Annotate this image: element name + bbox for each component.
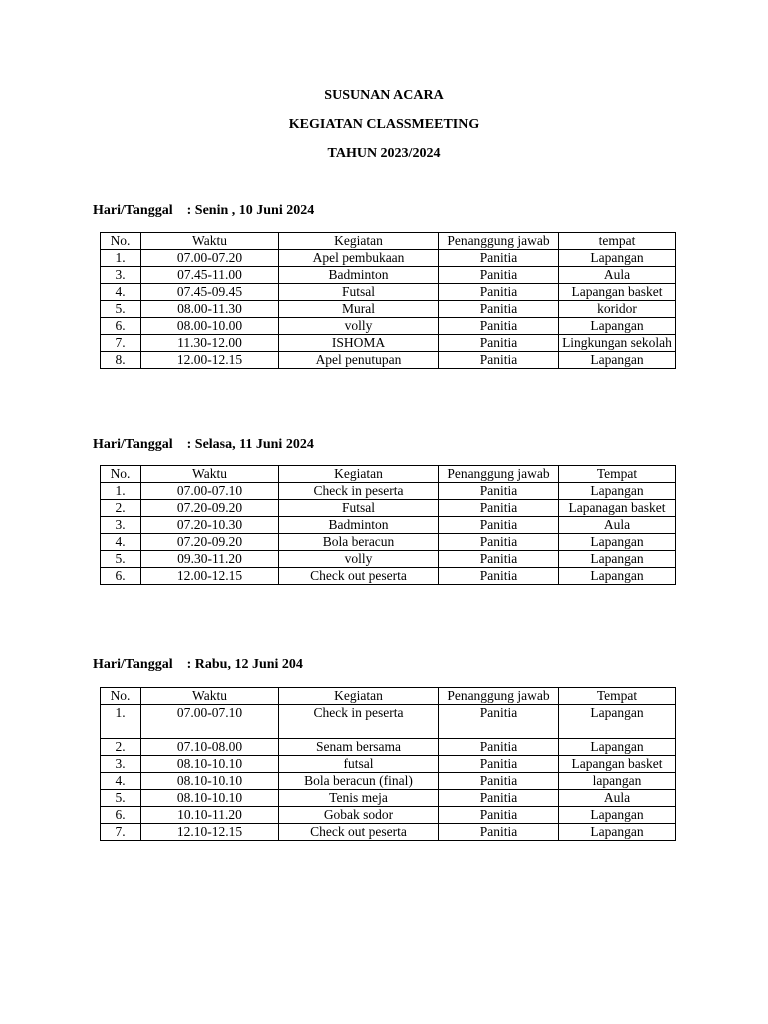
col-header-kegiatan: Kegiatan [279, 466, 439, 483]
table-row [101, 824, 676, 841]
day-3-heading [93, 657, 303, 673]
cell-tempat: Lapangan basket [559, 284, 676, 301]
cell-kegiatan: Check out peserta [279, 568, 439, 585]
col-header-penanggung-jawab: Penanggung jawab [439, 466, 559, 483]
day-3-date: : Rabu, 12 Juni 204 [186, 657, 303, 672]
cell-no: 4. [101, 534, 141, 551]
cell-waktu: 07.00-07.20 [141, 250, 279, 267]
cell-waktu: 08.00-11.30 [141, 301, 279, 318]
cell-tempat: Lapangan [559, 705, 676, 739]
cell-no: 4. [101, 773, 141, 790]
cell-penanggung-jawab: Panitia [439, 352, 559, 369]
cell-tempat: Aula [559, 517, 676, 534]
table-row [101, 551, 676, 568]
cell-waktu: 07.20-09.20 [141, 534, 279, 551]
day-3-label: Hari/Tanggal [93, 657, 173, 672]
day-2-label: Hari/Tanggal [93, 437, 173, 452]
cell-kegiatan: Check in peserta [279, 483, 439, 500]
cell-waktu: 07.00-07.10 [141, 483, 279, 500]
cell-kegiatan: futsal [279, 756, 439, 773]
table-row [101, 335, 676, 352]
cell-penanggung-jawab: Panitia [439, 739, 559, 756]
cell-penanggung-jawab: Panitia [439, 250, 559, 267]
cell-tempat: Aula [559, 790, 676, 807]
table-row [101, 568, 676, 585]
cell-kegiatan: Futsal [279, 500, 439, 517]
cell-kegiatan: Mural [279, 301, 439, 318]
cell-tempat: Lapangan [559, 568, 676, 585]
cell-waktu: 12.00-12.15 [141, 568, 279, 585]
doc-title-line3: TAHUN 2023/2024 [327, 146, 441, 161]
cell-penanggung-jawab: Panitia [439, 551, 559, 568]
table-header-row [101, 466, 676, 483]
cell-penanggung-jawab: Panitia [439, 790, 559, 807]
table-header-row [101, 233, 676, 250]
cell-penanggung-jawab: Panitia [439, 756, 559, 773]
cell-kegiatan: volly [279, 318, 439, 335]
cell-no: 1. [101, 250, 141, 267]
cell-no: 2. [101, 500, 141, 517]
cell-kegiatan: Check in peserta [279, 705, 439, 739]
col-header-waktu: Waktu [141, 688, 279, 705]
cell-tempat: Lapangan [559, 352, 676, 369]
table-row [101, 756, 676, 773]
col-header-no: No. [101, 466, 141, 483]
cell-waktu: 07.20-10.30 [141, 517, 279, 534]
cell-penanggung-jawab: Panitia [439, 318, 559, 335]
cell-tempat: Lapangan [559, 318, 676, 335]
cell-penanggung-jawab: Panitia [439, 500, 559, 517]
cell-tempat: Lapangan [559, 551, 676, 568]
table-row [101, 773, 676, 790]
cell-no: 7. [101, 335, 141, 352]
table-row [101, 807, 676, 824]
cell-waktu: 07.45-11.00 [141, 267, 279, 284]
cell-waktu: 07.45-09.45 [141, 284, 279, 301]
table-row [101, 284, 676, 301]
cell-no: 5. [101, 301, 141, 318]
cell-waktu: 07.20-09.20 [141, 500, 279, 517]
cell-waktu: 08.10-10.10 [141, 790, 279, 807]
cell-penanggung-jawab: Panitia [439, 807, 559, 824]
table-row [101, 352, 676, 369]
cell-kegiatan: volly [279, 551, 439, 568]
cell-tempat: Lapangan [559, 807, 676, 824]
cell-penanggung-jawab: Panitia [439, 773, 559, 790]
table-row [101, 739, 676, 756]
cell-kegiatan: Bola beracun (final) [279, 773, 439, 790]
cell-waktu: 12.00-12.15 [141, 352, 279, 369]
cell-waktu: 07.10-08.00 [141, 739, 279, 756]
cell-kegiatan: Badminton [279, 267, 439, 284]
col-header-penanggung-jawab: Penanggung jawab [439, 233, 559, 250]
cell-tempat: Aula [559, 267, 676, 284]
cell-waktu: 07.00-07.10 [141, 705, 279, 739]
cell-tempat: Lapangan [559, 824, 676, 841]
cell-kegiatan: ISHOMA [279, 335, 439, 352]
table-row [101, 705, 676, 739]
cell-tempat: Lapangan [559, 250, 676, 267]
cell-no: 4. [101, 284, 141, 301]
cell-no: 6. [101, 568, 141, 585]
cell-tempat: lapangan [559, 773, 676, 790]
cell-no: 1. [101, 483, 141, 500]
cell-waktu: 10.10-11.20 [141, 807, 279, 824]
cell-waktu: 12.10-12.15 [141, 824, 279, 841]
day-1-date: : Senin , 10 Juni 2024 [186, 203, 315, 218]
day-1-heading [93, 203, 314, 219]
cell-penanggung-jawab: Panitia [439, 824, 559, 841]
cell-tempat: Lapangan [559, 483, 676, 500]
table-row [101, 250, 676, 267]
col-header-tempat: Tempat [559, 466, 676, 483]
day-2-heading [93, 437, 314, 453]
cell-no: 1. [101, 705, 141, 739]
table-row [101, 500, 676, 517]
cell-kegiatan: Senam bersama [279, 739, 439, 756]
table-row [101, 318, 676, 335]
cell-penanggung-jawab: Panitia [439, 483, 559, 500]
cell-no: 7. [101, 824, 141, 841]
cell-kegiatan: Badminton [279, 517, 439, 534]
cell-waktu: 08.00-10.00 [141, 318, 279, 335]
cell-no: 2. [101, 739, 141, 756]
cell-kegiatan: Apel penutupan [279, 352, 439, 369]
cell-penanggung-jawab: Panitia [439, 534, 559, 551]
cell-no: 3. [101, 267, 141, 284]
cell-tempat: Lapangan [559, 739, 676, 756]
table-row [101, 517, 676, 534]
cell-tempat: Lingkungan sekolah [559, 335, 676, 352]
col-header-no: No. [101, 233, 141, 250]
cell-penanggung-jawab: Panitia [439, 568, 559, 585]
cell-no: 6. [101, 807, 141, 824]
doc-title-line1: SUSUNAN ACARA [324, 88, 444, 103]
col-header-tempat: Tempat [559, 688, 676, 705]
table-row [101, 301, 676, 318]
col-header-no: No. [101, 688, 141, 705]
day-2-date: : Selasa, 11 Juni 2024 [186, 437, 314, 452]
cell-tempat: Lapanagan basket [559, 500, 676, 517]
table-row [101, 790, 676, 807]
cell-penanggung-jawab: Panitia [439, 301, 559, 318]
col-header-penanggung-jawab: Penanggung jawab [439, 688, 559, 705]
cell-waktu: 09.30-11.20 [141, 551, 279, 568]
table-row [101, 534, 676, 551]
cell-waktu: 08.10-10.10 [141, 756, 279, 773]
cell-no: 5. [101, 790, 141, 807]
cell-tempat: Lapangan basket [559, 756, 676, 773]
col-header-kegiatan: Kegiatan [279, 233, 439, 250]
schedule-table-day-3 [100, 687, 676, 841]
cell-penanggung-jawab: Panitia [439, 705, 559, 739]
cell-no: 3. [101, 517, 141, 534]
cell-penanggung-jawab: Panitia [439, 517, 559, 534]
cell-no: 6. [101, 318, 141, 335]
cell-kegiatan: Bola beracun [279, 534, 439, 551]
cell-kegiatan: Apel pembukaan [279, 250, 439, 267]
day-1-label: Hari/Tanggal [93, 203, 173, 218]
table-row [101, 483, 676, 500]
col-header-tempat: tempat [559, 233, 676, 250]
cell-penanggung-jawab: Panitia [439, 284, 559, 301]
cell-kegiatan: Check out peserta [279, 824, 439, 841]
cell-waktu: 08.10-10.10 [141, 773, 279, 790]
cell-kegiatan: Tenis meja [279, 790, 439, 807]
doc-title-line2: KEGIATAN CLASSMEETING [288, 117, 480, 132]
schedule-table-day-1 [100, 232, 676, 369]
table-header-row [101, 688, 676, 705]
cell-no: 3. [101, 756, 141, 773]
col-header-kegiatan: Kegiatan [279, 688, 439, 705]
cell-tempat: Lapangan [559, 534, 676, 551]
cell-no: 5. [101, 551, 141, 568]
schedule-table-day-2 [100, 465, 676, 585]
cell-kegiatan: Futsal [279, 284, 439, 301]
col-header-waktu: Waktu [141, 233, 279, 250]
cell-tempat: koridor [559, 301, 676, 318]
table-row [101, 267, 676, 284]
col-header-waktu: Waktu [141, 466, 279, 483]
cell-no: 8. [101, 352, 141, 369]
cell-kegiatan: Gobak sodor [279, 807, 439, 824]
cell-waktu: 11.30-12.00 [141, 335, 279, 352]
cell-penanggung-jawab: Panitia [439, 335, 559, 352]
cell-penanggung-jawab: Panitia [439, 267, 559, 284]
